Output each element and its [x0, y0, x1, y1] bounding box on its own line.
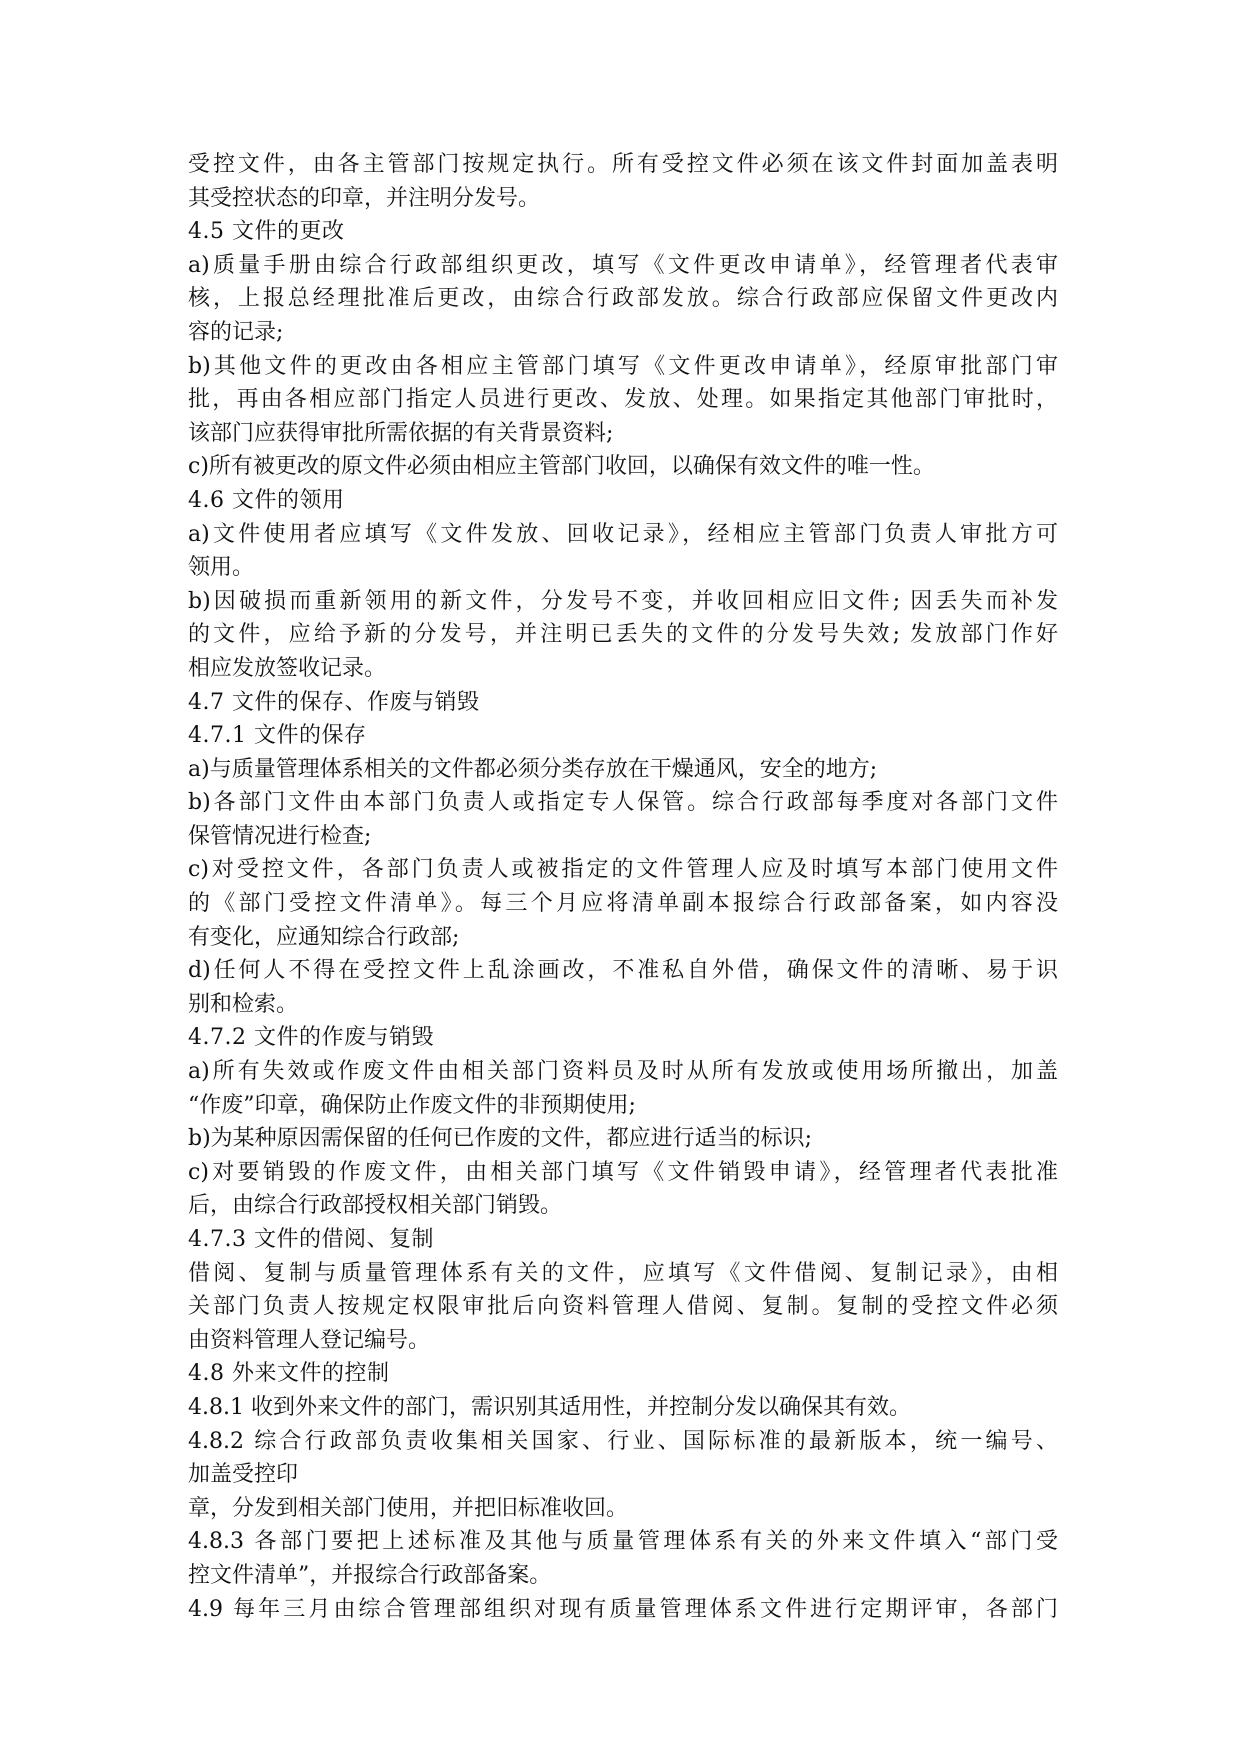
subsection-heading: 4.7.1 文件的保存 [188, 723, 367, 749]
text-line: “作废”印章，确保防止作废文件的非预期使用; [188, 1092, 636, 1118]
text-line: 借阅、复制与质量管理体系有关的文件，应填写《文件借阅、复制记录》，由相 [188, 1260, 1058, 1286]
text-line: 核，上报总经理批准后更改，由综合行政部发放。综合行政部应保留文件更改内 [188, 286, 1058, 312]
text-line: 4.8.2 综合行政部负责收集相关国家、行业、国际标准的最新版本，统一编号、 [188, 1428, 1058, 1454]
text-line: a)所有失效或作废文件由相关部门资料员及时从所有发放或使用场所撤出，加盖 [188, 1059, 1058, 1085]
text-line: 4.9 每年三月由综合管理部组织对现有质量管理体系文件进行定期评审，各部门 [188, 1596, 1058, 1622]
subsection-heading: 4.7.2 文件的作废与销毁 [188, 1025, 434, 1051]
text-line: 有变化，应通知综合行政部; [188, 924, 460, 950]
text-line: 关部门负责人按规定权限审批后向资料管理人借阅、复制。复制的受控文件必须 [188, 1294, 1058, 1320]
text-line: b)因破损而重新领用的新文件，分发号不变，并收回相应旧文件; 因丢失而补发 [188, 588, 1058, 614]
section-heading: 4.7 文件的保存、作废与销毁 [188, 689, 480, 715]
text-line: b)为某种原因需保留的任何已作废的文件，都应进行适当的标识; [188, 1126, 813, 1152]
text-line: 的《部门受控文件清单》。每三个月应将清单副本报综合行政部备案，如内容没 [188, 891, 1058, 917]
text-line: c)对要销毁的作废文件，由相关部门填写《文件销毁申请》，经管理者代表批准 [188, 1159, 1058, 1185]
text-line: a)质量手册由综合行政部组织更改，填写《文件更改申请单》，经管理者代表审 [188, 252, 1058, 278]
text-line: 后，由综合行政部授权相关部门销毁。 [188, 1193, 563, 1219]
text-line: 由资料管理人登记编号。 [188, 1327, 431, 1353]
text-line: 控文件清单”，并报综合行政部备案。 [188, 1562, 552, 1588]
text-line: 批，再由各相应部门指定人员进行更改、发放、处理。如果指定其他部门审批时， [188, 387, 1058, 413]
text-line: a)文件使用者应填写《文件发放、回收记录》，经相应主管部门负责人审批方可 [188, 521, 1058, 547]
text-line: 4.8.3 各部门要把上述标准及其他与质量管理体系有关的外来文件填入“部门受 [188, 1529, 1058, 1555]
text-line: b)各部门文件由本部门负责人或指定专人保管。综合行政部每季度对各部门文件 [188, 790, 1058, 816]
text-line: 相应发放签收记录。 [188, 655, 387, 681]
section-heading: 4.5 文件的更改 [188, 219, 345, 245]
text-line: 的文件，应给予新的分发号，并注明已丢失的文件的分发号失效; 发放部门作好 [188, 622, 1058, 648]
document-body [188, 148, 1058, 1626]
text-line: b)其他文件的更改由各相应主管部门填写《文件更改申请单》，经原审批部门审 [188, 353, 1058, 379]
text-line: 别和检索。 [188, 991, 299, 1017]
section-heading: 4.6 文件的领用 [188, 487, 345, 513]
text-line: d)任何人不得在受控文件上乱涂画改，不准私自外借，确保文件的清晰、易于识 [188, 958, 1058, 984]
text-line: 4.8.1 收到外来文件的部门，需识别其适用性，并控制分发以确保其有效。 [188, 1394, 911, 1420]
text-line: c)对受控文件，各部门负责人或被指定的文件管理人应及时填写本部门使用文件 [188, 857, 1058, 883]
text-line: a)与质量管理体系相关的文件都必须分类存放在干燥通风，安全的地方; [188, 756, 878, 782]
text-line: 领用。 [188, 555, 255, 581]
text-line: 加盖受控印 [188, 1462, 299, 1488]
text-line: 受控文件，由各主管部门按规定执行。所有受控文件必须在该文件封面加盖表明 [188, 152, 1058, 177]
text-line: 保管情况进行检查; [188, 823, 372, 849]
text-line: 章，分发到相关部门使用，并把旧标准收回。 [188, 1495, 629, 1521]
text-line: 容的记录; [188, 319, 284, 345]
subsection-heading: 4.7.3 文件的借阅、复制 [188, 1227, 434, 1252]
text-line: 该部门应获得审批所需依据的有关背景资料; [188, 420, 614, 446]
section-heading: 4.8 外来文件的控制 [188, 1361, 390, 1387]
text-line: c)所有被更改的原文件必须由相应主管部门收回，以确保有效文件的唯一性。 [188, 454, 935, 480]
text-line: 其受控状态的印章，并注明分发号。 [188, 185, 541, 211]
